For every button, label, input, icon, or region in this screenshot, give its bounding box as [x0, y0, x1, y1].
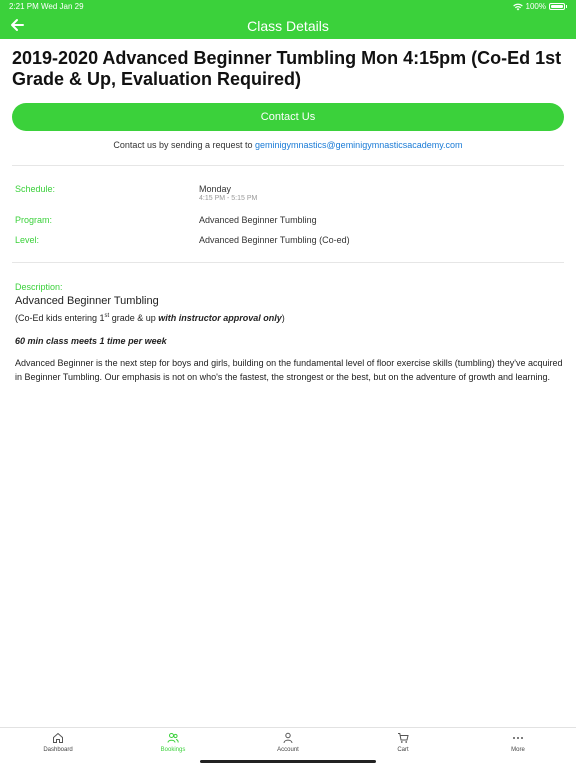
status-bar — [0, 0, 576, 13]
description-heading: Advanced Beginner Tumbling — [15, 295, 159, 307]
schedule-time: 4:15 PM - 5:15 PM — [199, 195, 258, 202]
tab-cart[interactable] — [373, 732, 433, 753]
tab-label: Dashboard — [43, 747, 73, 753]
battery-percent: 100% — [525, 2, 546, 11]
people-icon — [167, 732, 179, 744]
tab-bookings[interactable] — [143, 732, 203, 753]
wifi-icon — [513, 3, 523, 11]
note-start: (Co-Ed kids entering 1 — [15, 313, 105, 323]
tab-more[interactable] — [488, 732, 548, 753]
home-indicator — [200, 760, 376, 763]
nav-header — [0, 0, 576, 39]
contact-info — [0, 140, 576, 150]
schedule-label: Schedule: — [15, 184, 56, 194]
home-icon — [52, 732, 64, 744]
status-right — [513, 2, 567, 11]
program-value: Advanced Beginner Tumbling — [199, 215, 317, 225]
description-note — [15, 313, 285, 323]
tab-account[interactable] — [258, 732, 318, 753]
person-icon — [282, 732, 294, 744]
contact-email-link[interactable]: geminigymnastics@geminigymnasticsacademy.com — [255, 140, 463, 150]
contact-prefix: Contact us by sending a request to — [113, 140, 256, 150]
cart-icon — [397, 732, 409, 744]
note-end: ) — [281, 313, 285, 323]
description-body: Advanced Beginner is the next step for boys and girls, building on the fundamental level of floor exercise skills (tumbling) they've acquired in Beginner Tumbling. Our emphasis is not on who's the fastest, the strongest or the best, but on the adventure of growth and learning. — [15, 358, 563, 382]
schedule-day: Monday — [199, 184, 232, 194]
level-value: Advanced Beginner Tumbling (Co-ed) — [199, 235, 350, 245]
more-dots-icon — [512, 732, 524, 744]
note-sup: st — [104, 313, 110, 319]
battery-icon — [549, 3, 565, 10]
level-label: Level: — [15, 235, 40, 245]
note-emphasis: with instructor approval only — [158, 313, 282, 323]
tab-label: Bookings — [160, 747, 186, 753]
description-label: Description: — [15, 282, 63, 292]
contact-us-button[interactable]: Contact Us — [12, 103, 564, 131]
class-frequency: 60 min class meets 1 time per week — [15, 336, 167, 346]
battery-nub — [566, 5, 567, 8]
tab-label: More — [511, 747, 525, 753]
status-date: Wed Jan 29 — [41, 2, 84, 11]
divider — [12, 262, 564, 263]
tab-dashboard[interactable] — [28, 732, 88, 753]
note-mid: grade & up — [109, 313, 159, 323]
tab-label: Account — [277, 747, 299, 753]
page-title: Class Details — [247, 18, 329, 34]
class-title: 2019-2020 Advanced Beginner Tumbling Mon 4:15pm (Co-Ed 1st Grade & Up, Evaluation Required) — [12, 48, 562, 89]
status-time: 2:21 PM — [9, 2, 39, 11]
tab-label: Cart — [397, 747, 409, 753]
divider — [12, 165, 564, 166]
program-label: Program: — [15, 215, 53, 225]
